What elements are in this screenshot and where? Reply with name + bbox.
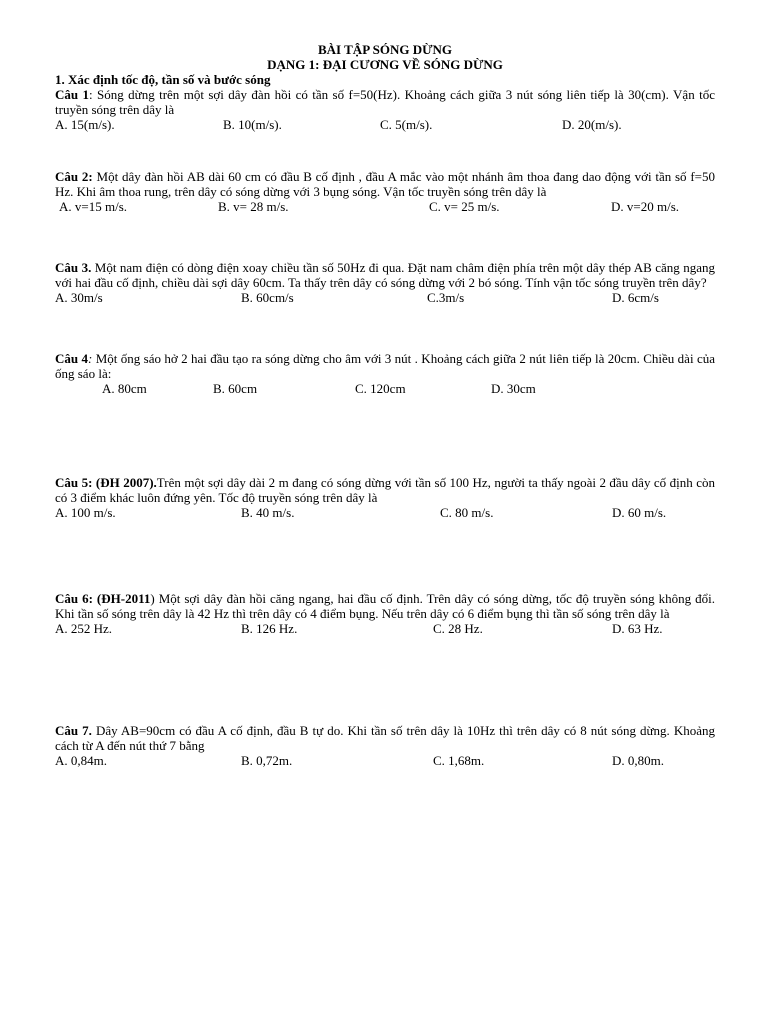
worksheet-title: BÀI TẬP SÓNG DỪNG bbox=[318, 42, 452, 57]
option-a: A. 252 Hz. bbox=[55, 621, 113, 636]
question-label-sep: : bbox=[88, 351, 93, 366]
options-row bbox=[55, 117, 715, 133]
options-row bbox=[55, 199, 715, 215]
options-row bbox=[55, 381, 715, 397]
question-label: Câu 2: bbox=[55, 169, 93, 184]
question-label: Câu 7. bbox=[55, 723, 92, 738]
question-6 bbox=[55, 591, 715, 621]
question-text: Trên một sợi dây dài 2 m đang có sóng dừng với tần số 100 Hz, người ta thấy ngoài 2 đầu dây cố định còn có 3 điểm khác luôn đứng yên. Tốc độ truyền sóng trên dây là bbox=[55, 475, 716, 505]
option-a: A. 15(m/s). bbox=[55, 117, 115, 132]
options-row bbox=[55, 621, 715, 637]
question-5 bbox=[55, 475, 715, 505]
option-c: C. 28 Hz. bbox=[433, 621, 483, 636]
option-b: B. 0,72m. bbox=[241, 753, 293, 768]
question-text: Sóng dừng trên một sợi dây đàn hồi có tần số f=50(Hz). Khoảng cách giữa 3 nút sóng liên tiếp là 30(cm). Vận tốc truyền sóng trên dây là bbox=[55, 87, 715, 117]
option-b: B. 60cm/s bbox=[241, 290, 294, 305]
question-text: Dây AB=90cm có đầu A cố định, đầu B tự do. Khi tần số trên dây là 10Hz thì trên dây có 8 nút sóng dừng. Khoảng cách từ A đến nút thứ 7 bằng bbox=[55, 723, 715, 753]
option-d: D. 30cm bbox=[491, 381, 536, 396]
question-text: Một sợi dây đàn hồi căng ngang, hai đầu cố định. Trên dây có sóng dừng, tốc độ truyền sóng không đổi. Khi tần số sóng trên dây là 42 Hz thì trên dây có 4 điểm bụng. Nếu trên dây có 6 điểm bụng thì tần số sóng trên dây là bbox=[55, 591, 716, 621]
option-a: A. 80cm bbox=[102, 381, 147, 396]
option-d: D. v=20 m/s. bbox=[611, 199, 680, 214]
question-label-sep: ) bbox=[150, 591, 155, 606]
option-b: B. v= 28 m/s. bbox=[218, 199, 289, 214]
question-2 bbox=[55, 169, 715, 199]
options-row bbox=[55, 290, 715, 306]
question-label-sep: : bbox=[89, 87, 93, 102]
option-c: C. 120cm bbox=[355, 381, 406, 396]
option-c: C. v= 25 m/s. bbox=[429, 199, 500, 214]
question-1 bbox=[55, 87, 715, 117]
option-d: D. 0,80m. bbox=[612, 753, 664, 768]
question-label: Câu 5: (ĐH 2007). bbox=[55, 475, 157, 490]
section-heading: 1. Xác định tốc độ, tần số và bước sóng bbox=[55, 72, 271, 87]
option-b: B. 60cm bbox=[213, 381, 258, 396]
option-a: A. 100 m/s. bbox=[55, 505, 116, 520]
option-c: C. 5(m/s). bbox=[380, 117, 433, 132]
worksheet-page bbox=[55, 42, 715, 769]
question-4 bbox=[55, 351, 715, 381]
option-d: D. 20(m/s). bbox=[562, 117, 622, 132]
option-a: A. 30m/s bbox=[55, 290, 103, 305]
option-c: C. 80 m/s. bbox=[440, 505, 494, 520]
options-row bbox=[55, 753, 715, 769]
question-label: Câu 6: (ĐH-2011 bbox=[55, 591, 151, 606]
options-row bbox=[55, 505, 715, 521]
option-c: C.3m/s bbox=[427, 290, 465, 305]
option-b: B. 40 m/s. bbox=[241, 505, 295, 520]
option-a: A. v=15 m/s. bbox=[59, 199, 128, 214]
worksheet-subtitle: DẠNG 1: ĐẠI CƯƠNG VỀ SÓNG DỪNG bbox=[267, 57, 503, 72]
question-label: Câu 4 bbox=[55, 351, 88, 366]
question-text: Một nam điện có dòng điện xoay chiều tần số 50Hz đi qua. Đặt nam châm điện phía trên một dây thép AB căng ngang với hai đầu cố định, chiều dài sợi dây 60cm. Ta thấy trên dây có sóng dừng với 2 bó sóng. Tính vận tốc sóng truyền trên dây? bbox=[55, 260, 716, 290]
option-c: C. 1,68m. bbox=[433, 753, 485, 768]
question-label: Câu 1 bbox=[55, 87, 90, 102]
question-3 bbox=[55, 260, 715, 290]
option-d: D. 60 m/s. bbox=[612, 505, 667, 520]
option-d: D. 6cm/s bbox=[612, 290, 659, 305]
question-label: Câu 3. bbox=[55, 260, 92, 275]
question-text: Một ống sáo hở 2 hai đầu tạo ra sóng dừng cho âm với 3 nút . Khoảng cách giữa 2 nút liên tiếp là 20cm. Chiều dài của ống sáo là: bbox=[55, 351, 715, 381]
option-b: B. 10(m/s). bbox=[223, 117, 282, 132]
question-text: Một dây đàn hồi AB dài 60 cm có đầu B cố định , đầu A mắc vào một nhánh âm thoa đang dao động với tần số f=50 Hz. Khi âm thoa rung, trên dây có sóng dừng với 3 bụng sóng. Vận tốc truyền sóng trên dây là bbox=[55, 169, 715, 199]
option-d: D. 63 Hz. bbox=[612, 621, 663, 636]
option-a: A. 0,84m. bbox=[55, 753, 107, 768]
option-b: B. 126 Hz. bbox=[241, 621, 298, 636]
question-7 bbox=[55, 723, 715, 753]
